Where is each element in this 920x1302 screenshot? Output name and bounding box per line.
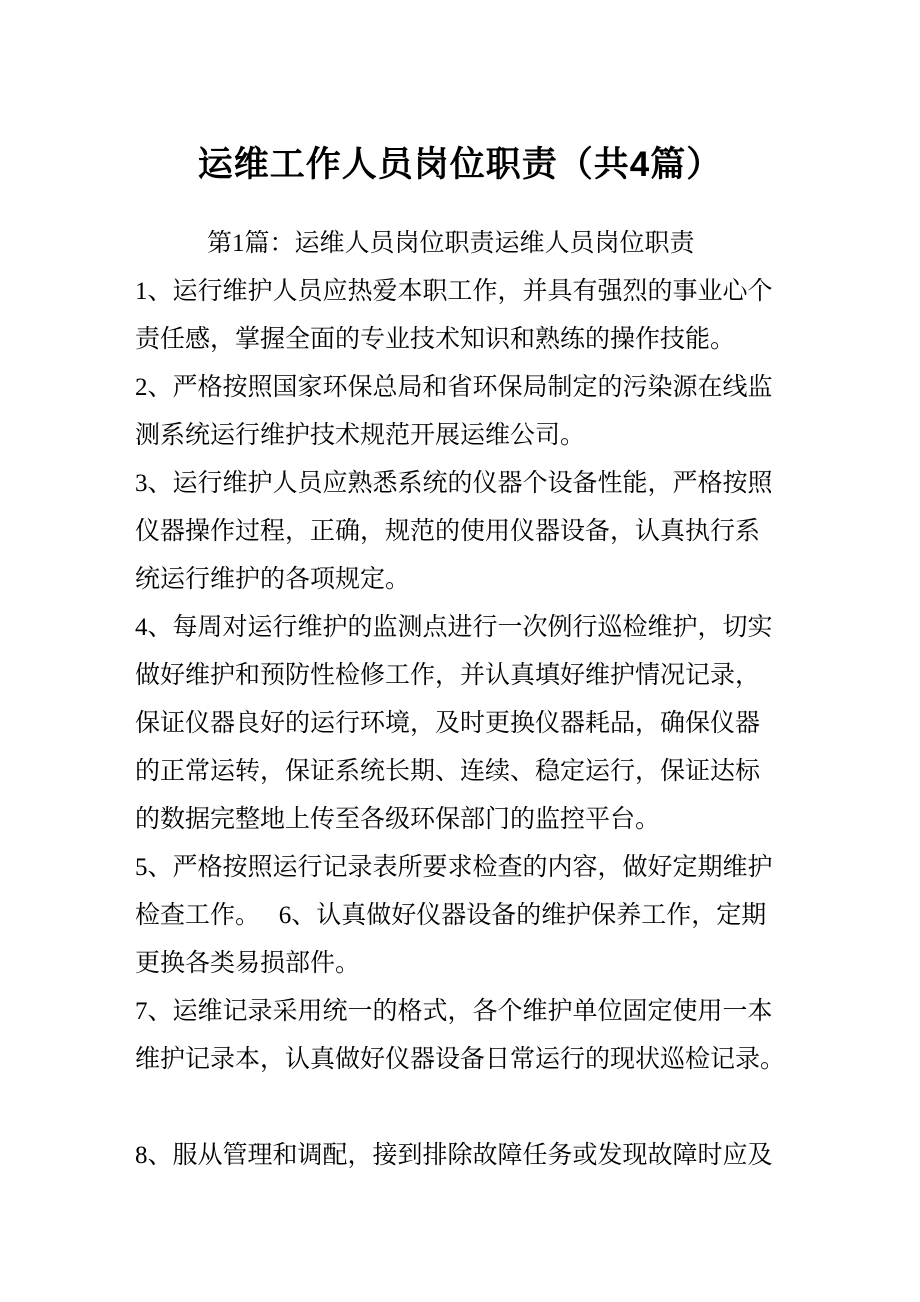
section-heading: 第1篇：运维人员岗位职责运维人员岗位职责 [207, 230, 695, 257]
document-title: 运维工作人员岗位职责（共4篇） [197, 145, 723, 184]
text-line: 4、每周对运行维护的监测点进行一次例行巡检维护，切实 [135, 614, 773, 641]
text-line: 的正常运转，保证系统长期、连续、稳定运行，保证达标 [135, 758, 761, 785]
paragraph-5-6 [135, 844, 785, 988]
text-line: 责任感，掌握全面的专业技术知识和熟练的操作技能。 [135, 326, 736, 353]
text-line: 1、运行维护人员应热爱本职工作，并具有强烈的事业心个 [135, 278, 773, 305]
text-line: 3、运行维护人员应熟悉系统的仪器个设备性能，严格按照 [135, 470, 773, 497]
text-line: 测系统运行维护技术规范开展运维公司。 [135, 422, 586, 449]
text-line: 做好维护和预防性检修工作，并认真填好维护情况记录， [135, 662, 761, 689]
paragraph-1 [135, 268, 785, 364]
paragraph-2 [135, 364, 785, 460]
text-line: 7、运维记录采用统一的格式，各个维护单位固定使用一本 [135, 998, 773, 1025]
text-line: 5、严格按照运行记录表所要求检查的内容，做好定期维护 [135, 854, 773, 881]
text-line: 维护记录本，认真做好仪器设备日常运行的现状巡检记录。 [135, 1046, 786, 1073]
text-line: 的数据完整地上传至各级环保部门的监控平台。 [135, 806, 661, 833]
text-line: 2、严格按照国家环保总局和省环保局制定的污染源在线监 [135, 374, 773, 401]
text-line: 检查工作。 6、认真做好仪器设备的维护保养工作，定期 [135, 902, 767, 929]
paragraph-8 [135, 1132, 785, 1180]
text-line: 8、服从管理和调配，接到排除故障任务或发现故障时应及 [135, 1142, 773, 1169]
paragraph-4 [135, 604, 785, 844]
paragraph-7 [135, 988, 785, 1084]
text-line: 保证仪器良好的运行环境，及时更换仪器耗品，确保仪器 [135, 710, 761, 737]
text-line: 统运行维护的各项规定。 [135, 566, 411, 593]
text-line: 仪器操作过程，正确，规范的使用仪器设备，认真执行系 [135, 518, 761, 545]
paragraph-3 [135, 460, 785, 604]
text-line: 更换各类易损部件。 [135, 950, 361, 977]
